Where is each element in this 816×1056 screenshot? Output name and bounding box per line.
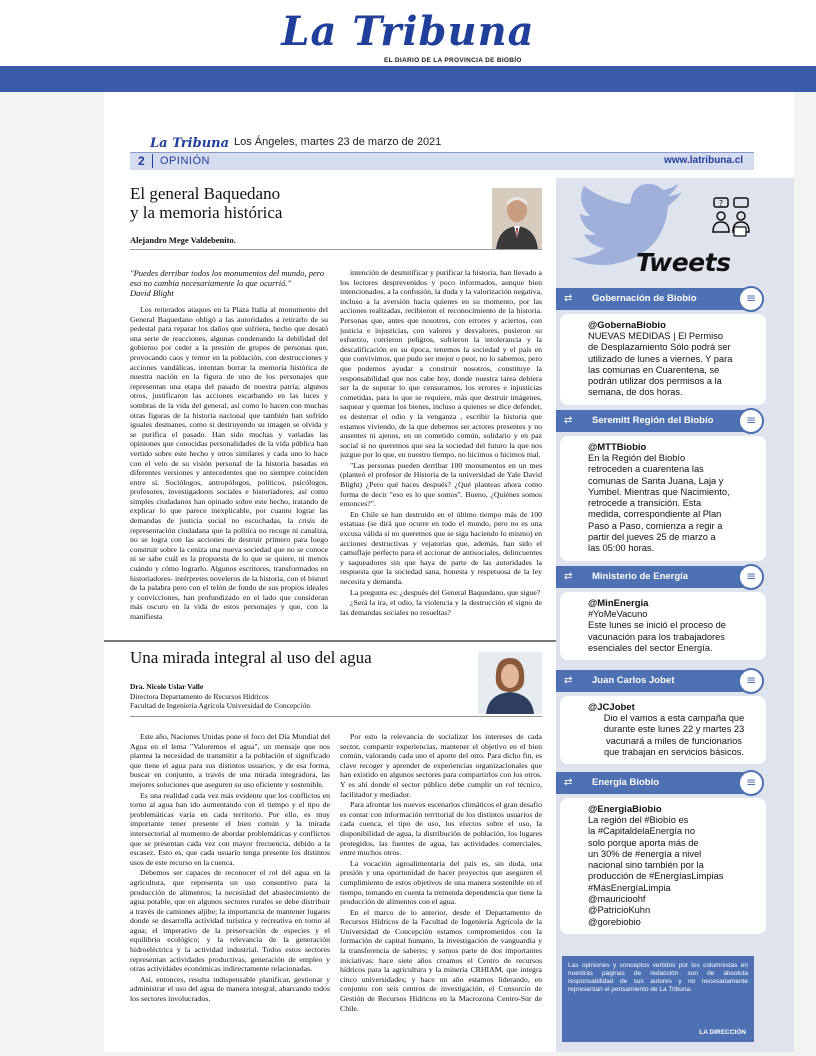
retweet-icon: ⇄ — [564, 293, 573, 304]
article2-author: Dra. Nicole Uslar Valle — [130, 682, 204, 691]
article2-paragraph: Debemos ser capaces de reconocer el rol del agua en la agricultura, que representa un uso consuntivo para la producción de alimentos; la necesidad del abastecimiento de agua potable, que en algunos sectores rurales se debe distribuir a través de camiones aljibe; la importancia de mantener lugares donde se desarrolla actividad turística y recreativa en torno al agua; el imperativo de la preservación de especies y el equilibrio ecológico; y la relevancia de la generación hidroeléctrica y la actividad industrial. Todos estos sectores representan actividades productivas, generación de empleo y otras actividades económicas indirectamente relacionadas. — [130, 868, 330, 974]
section-bar — [130, 152, 754, 170]
tweet-line: vacunará a miles de funcionarios — [606, 735, 742, 746]
tweet-line: solo porque aporta más de — [588, 837, 699, 848]
article1-paragraph: Los reiterados ataques en la Plaza Italia al monumento del General Baquedano obligó a las autoridades a retirarlo de su pedestal para reparar los daños que sufriera, hecho que desató una serie de reacciones, algunas condenando la debilidad del gobierno por ceder a la presión de grupos de personas que, provocando caos y temor en la población, con destrucciones y acciones vandálicas, intentan borrar la memoria histórica de nuestra nación en la figura de uno de los personajes que representan una etapa del pasado de nuestra patria; algunos otros, justificaron las acciones escarbando en las luces y sombras de la vida del general, así como lo hacen con muchas otras figuras de la historia nacional que también han sufrido iguales desmanes, como si destruyendo su imagen se olvida y se purifica el pasado. Han sido muchas y variadas las opiniones que conocidas personalidades de la vida pública han vertido sobre este hecho y otros similares y cada uno lo hace con el velo de su visión personal de la historia basadas en diferentes versiones y antecedentes que no siempre coinciden entre sí. Sociólogos, antropólogos, políticos, psicólogos, profesores, investigadores sociales e historiadores, así como simples ciudadanos han opinado sobre este hecho, tratando de explicar lo que parece inexplicable, por cuanto lograr las demandas de justicia social no escuchadas, la crisis de representación ciudadana que la política no recoge ni canaliza, no se logra con las acciones de destruir primero para luego construir sobre la ceniza una nueva sociedad que no se conoce ni se sabe cuál es la propuesta de lo que se quiere, ni menos cuándo y cómo lograrlo. Algunos escritores, transformados en historiadores- intérpretes noveleros de la historia, con el bisturí de la palabra pero con el telón de fondo de sus propios ideales y convicciones, han profundizado en el lado que consideran más oscuro en la vida de estos personajes y que, con la manifiesta — [130, 305, 328, 621]
article1-title — [130, 184, 470, 222]
newspaper-page — [104, 92, 794, 1052]
disclaimer-text: Las opiniones y conceptos vertidos por los columnistas en nuestras páginas de redacción son de absoluta responsabilidad de sus autores y no necesariamente representan el pensamiento de La Tribuna. — [568, 962, 748, 993]
article2-author-role: Facultad de Ingeniería Agrícola Universidad de Concepción — [130, 701, 310, 710]
pull-quote-author: David Blight — [130, 288, 174, 298]
tweet-line: medida, correspondiente al Plan — [588, 509, 722, 520]
tweet-header — [556, 566, 758, 588]
comment-bubble-icon: ≡ — [738, 564, 764, 590]
tweet-handle: @GobernaBiobio — [588, 320, 666, 331]
article2-paragraph: Para afrontar los nuevos escenarios climáticos el gran desafío es contar con información territorial de los distintos usuarios de cada cuenca, el tipo de uso, los efectos sobre el uso, la disponibilidad de agua, la distribución de población, los lugares protegidos, las fuentes de agua, las actividades comerciales, entre muchos otros. — [340, 800, 542, 858]
masthead-tagline: EL DIARIO DE LA PROVINCIA DE BIOBÍO — [384, 57, 522, 64]
article2-column1 — [130, 732, 330, 1040]
section-divider — [152, 154, 153, 168]
tweet-line: Yumbel. Mientras que Nacimiento, — [588, 486, 730, 497]
tweets-heading: Tweets — [636, 248, 731, 277]
comment-bubble-icon: ≡ — [738, 286, 764, 312]
article1-title-line1: El general Baquedano — [130, 184, 281, 203]
tweet-handle: @MinEnergia — [588, 598, 649, 609]
website-link: www.latribuna.cl — [664, 155, 744, 166]
tweet-line: la #CapitaldelaEnergía no — [588, 826, 695, 837]
tweet-card — [560, 798, 766, 934]
article1-pull-quote — [130, 268, 326, 298]
tweet-line: Paso a Paso, comienza a regir a — [588, 520, 723, 531]
tweet-card — [560, 696, 766, 764]
article1-paragraph: La pregunta es: ¿después del General Baquedano, que sigue? — [350, 587, 541, 597]
article1-author: Alejandro Mege Valdebenito. — [130, 235, 236, 245]
retweet-icon: ⇄ — [564, 571, 573, 582]
tweet-line: podrán utilizar dos permisos a la — [588, 376, 722, 387]
article2-paragraph: Así, entonces, resulta indispensable planificar, gestionar y administrar el uso del agua de manera integral, abarcando todos los sectores involucrados. — [130, 974, 330, 1004]
tweet-line: producción de #EnergíasLimpias — [588, 871, 724, 882]
tweet-text — [588, 453, 760, 555]
tweet-card — [560, 592, 766, 660]
tweet-account: Ministerio de Energía — [592, 571, 689, 582]
article2-byline — [130, 682, 450, 711]
svg-text:?: ? — [718, 199, 724, 208]
article2-column2 — [340, 732, 542, 1040]
article1-column2 — [340, 268, 542, 635]
article2-title: Una mirada integral al uso del agua — [130, 648, 372, 667]
tweet-card — [560, 436, 766, 561]
article1-paragraph: intención de desmitificar y purificar la historia, han llevado a los lectores desprevenidos y poco informados, aunque bien intencionados, a la confusión, la duda y la valorización negativa, incluso a la aversión hacia quienes en su momento, por las acciones realizadas, recibieron el reconocimiento de la historia. Personas que, antes que nosotros, con errores y aciertos, con justicia e injusticias, con valores y desvalores, pusieron su esfuerzo, corrieron peligros, sufrieron la intolerancia y la descalificación en su época, tenemos la sociedad y el país en que convivimos, que pudo ser mejor o peor, no lo sabemos, pero que podemos ayudar a construir nosotros, constituye la responsabilidad que nos cabe hoy, donde nuestra tarea debiera ser la de superar lo que censuramos, los errores e injusticias cometidas, para lo que se requiere, más que destruir imágenes, saquear y quemar los bienes, incluso a quienes se dice defender, es desterrar el odio y la venganza , escribir la historia que estamos viviendo, de la que debemos ser actores presentes y no ausentes ni ajenos, en un cometido común, solidario y en paz social si no queremos que sea la sociedad del futuro la que nos juzgue por lo que, en nuestro tiempo, no hicimos o hicimos mal. — [340, 268, 542, 460]
tweet-line: #MásEnergíaLimpia — [588, 882, 671, 893]
comment-bubble-icon: ≡ — [738, 770, 764, 796]
tweet-line: utilizado de lunes a viernes. Y para — [588, 353, 733, 364]
tweet-line: las comunas en Cuarentena, se — [588, 364, 720, 375]
tweet-line: de Desplazamiento Sólo podrá ser — [588, 342, 731, 353]
tweet-line: Dio el vamos a esta campaña que — [603, 713, 745, 723]
article1-author-photo — [492, 188, 542, 250]
tweet-text — [588, 815, 760, 928]
page-header-date: Los Ángeles, martes 23 de marzo de 2021 — [234, 136, 442, 148]
disclaimer-signature: LA DIRECCIÓN — [699, 1029, 746, 1036]
tweet-text — [588, 713, 760, 758]
retweet-icon: ⇄ — [564, 415, 573, 426]
editorial-disclaimer — [562, 956, 754, 1042]
retweet-icon: ⇄ — [564, 675, 573, 686]
tweet-text — [588, 609, 760, 654]
people-chat-icon — [710, 196, 752, 242]
tweet-header — [556, 670, 758, 692]
article2-paragraph: En el marco de lo anterior, desde el Departamento de Recursos Hídricos de la Facultad de Ingeniería Agrícola de la Universidad de Concepción estamos comprometidos con la formación de capital humano, la investigación de vanguardia y la transferencia de saberes; y somos parte de dos importantes iniciativas: hace siete años creamos el Centro de recursos hídricos para la agricultura y la minería CRHIAM, que integra cinco universidades; y hace un año estamos liderando, en conjunto con seis centros de investigación, el Consorcio de Gestión de Recursos Hídricos en la Macrozona Centro-Sur de Chile. — [340, 907, 542, 1013]
tweet-line: #YoMeVacuno — [588, 609, 648, 619]
tweet-handle: @MTTBiobio — [588, 442, 647, 453]
tweet-line: La región del #Biobío es — [588, 815, 689, 825]
tweet-line: vacunación para los trabajadores — [588, 631, 725, 642]
tweet-text — [588, 331, 760, 399]
tweet-line: que trabajan en servicios básicos. — [603, 746, 745, 757]
tweet-header — [556, 772, 758, 794]
comment-bubble-icon: ≡ — [738, 408, 764, 434]
tweet-handle: @JCJobet — [588, 702, 635, 713]
article2-paragraph: Por esto la relevancia de socializar los intereses de cada sector, compartir experiencias, mantener el objetivo en el bien común, valorando cada uno el aporte del otro. Para dicho fin, es clave recoger y aprender de experiencias organizacionales que han existido en algunos sectores para compartirlos con los otros. Y es ahí donde el sector público debe cumplir un rol técnico, facilitador y mediador. — [340, 732, 542, 799]
tweet-line: las 05:00 horas. — [588, 543, 655, 554]
tweet-line: @PatricioKuhn — [588, 905, 651, 916]
tweet-line: En la Región del Biobío — [588, 453, 686, 463]
article1-rule — [130, 249, 542, 250]
article-divider — [104, 640, 558, 642]
tweet-line: durante este lunes 22 y martes 23 — [603, 724, 745, 735]
tweet-line: NUEVAS MEDIDAS | El Permiso — [588, 331, 724, 341]
article1-paragraph: En Chile se han destruido en el último tiempo más de 100 estatuas (se dirá que ocurre en todo el mundo, pero no es una excusa válida si no queremos que se siga haciendo lo mismo) en acciones destructivas y vejatorias que, además, han sido el camuflaje perfecto para el accionar de antisociales, delincuentes y saqueadores sin que haya de parte de las autoridades la respuesta que la sociedad sana, honesta y respetuosa de la ley necesita y demanda. — [340, 509, 542, 586]
tweet-line: retroceden a cuarentena las — [588, 464, 704, 475]
retweet-icon: ⇄ — [564, 777, 573, 788]
masthead-logo: La Tribuna — [281, 8, 535, 55]
section-name: OPINIÓN — [160, 155, 210, 167]
article2-rule — [130, 716, 542, 717]
pull-quote-text: "Puedes derribar todos los monumentos del mundo, pero eso no cambia necesariamente lo que ocurrió." — [130, 268, 325, 288]
tweet-header — [556, 288, 758, 310]
article2-paragraph: Este año, Naciones Unidas pone el foco del Día Mundial del Agua en el lema "Valoremos el agua", un mensaje que nos plantea la necesidad de transmitir a la población el significado que tiene el agua para sus distintos usuarios, y de esa forma, buscar en conjunto, a través de una mirada integradora, las mejores soluciones que aseguren su uso eficiente y sostenible. — [130, 732, 330, 789]
article2-paragraph: La vocación agroalimentaria del país es, sin duda, una presión y una oportunidad de hacer proyectos que aseguren el cumplimiento de estos objetivos de una manera sostenible en el tiempo, tomando en cuenta la tremenda dependencia que tiene la producción de alimentos con el agua. — [340, 858, 542, 907]
page-header-logo: La Tribuna — [150, 136, 230, 151]
article2-paragraph: Es una realidad cada vez más evidente que los conflictos en torno al agua han ido aumentando con el tiempo y el tipo de problemáticas varía en cada territorio. Por ello, es muy importante tener presente el bien común y la mirada intersectorial al momento de abordar problemáticas y conflictos que se presentan cada vez con mayor frecuencia, debido a la escasez. Esto es, que cada usuario tenga presente los distintos usos de este recurso en la cuenca. — [130, 790, 330, 867]
tweet-line: un 30% de #energía a nivel — [588, 848, 702, 859]
tweet-line: semana, de dos horas. — [588, 387, 683, 398]
tweet-handle: @EnergiaBiobio — [588, 804, 662, 815]
tweet-account: Seremitt Región del Biobío — [592, 415, 714, 426]
masthead-band — [0, 66, 816, 92]
comment-bubble-icon: ≡ — [738, 668, 764, 694]
tweet-account: Energía Biobío — [592, 777, 660, 788]
tweet-account: Juan Carlos Jobet — [592, 675, 675, 686]
tweet-line: partir del jueves 25 de marzo a — [588, 532, 716, 543]
tweet-card — [560, 314, 766, 405]
article1-paragraph: ¿Será la ira, el odio, la violencia y la destrucción el signo de las demandas sociales no resueltas? — [340, 598, 542, 617]
tweet-line: comunas de Santa Juana, Laja y — [588, 475, 724, 486]
article2-author-photo — [478, 652, 542, 714]
article1-column1 — [130, 305, 328, 635]
masthead — [0, 0, 816, 92]
article2-author-role: Directora Departamento de Recursos Hídricos — [130, 691, 269, 701]
page-number: 2 — [138, 154, 145, 168]
tweet-line: Este lunes se inició el proceso de — [588, 620, 726, 631]
tweet-line: nacional sino también por la — [588, 860, 704, 871]
article1-title-line2: y la memoria histórica — [130, 203, 283, 222]
tweet-line: @gorebiobio — [588, 916, 641, 927]
tweet-line: @mauricioohf — [588, 894, 646, 905]
tweet-line: esenciales del sector Energía. — [588, 642, 713, 653]
article1-paragraph: "Las personas pueden derribar 100 monumentos en un mes (planteó el profesor de Historia de la universidad de Yale David Blight) ¿Pero qué haces después? ¿Qué planteas ahora como forma de decir "eso es lo que somos". Bueno, ¿Quiénes somos entonces?". — [340, 460, 542, 509]
tweet-line: retrocede a transición. Esta — [588, 498, 702, 509]
tweet-header — [556, 410, 758, 432]
tweet-account: Gobernación de Biobío — [592, 293, 697, 304]
